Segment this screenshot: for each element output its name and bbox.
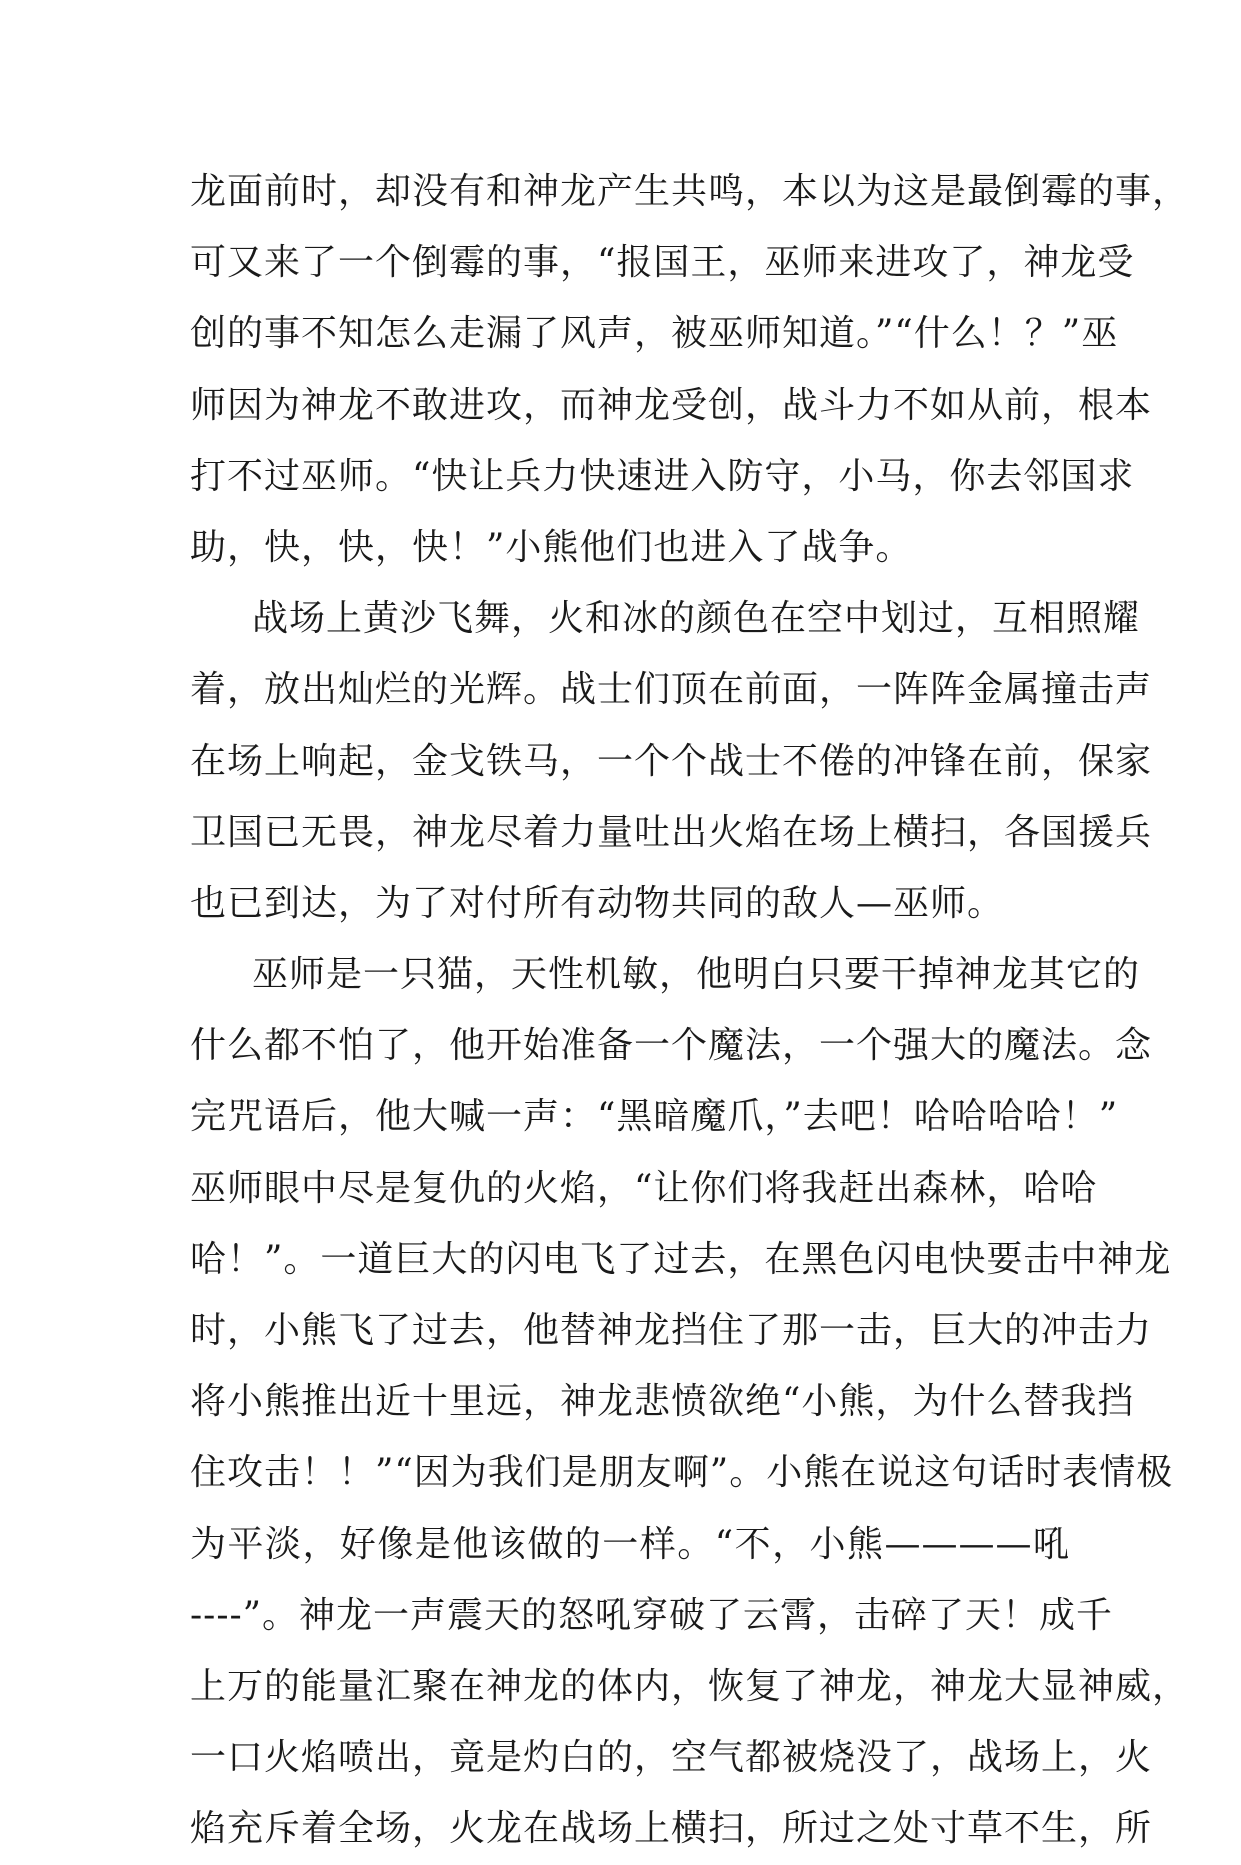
text-line: 完咒语后，他大喊一声：“黑暗魔爪，”去吧！哈哈哈哈！”	[190, 1096, 1119, 1138]
paragraph-first-line: 巫师是一只猫，天性机敏，他明白只要干掉神龙其它的	[252, 954, 1141, 996]
paragraph-first-line: 战场上黄沙飞舞，火和冰的颜色在空中划过，互相照耀	[252, 598, 1141, 640]
text-line: 助，快，快，快！”小熊他们也进入了战争。	[190, 526, 913, 568]
text-line: 师因为神龙不敢进攻，而神龙受创，战斗力不如从前，根本	[190, 384, 1153, 426]
story-text	[190, 156, 1190, 1865]
text-line: 着，放出灿烂的光辉。战士们顶在前面，一阵阵金属撞击声	[190, 669, 1153, 711]
text-line: 巫师眼中尽是复仇的火焰，“让你们将我赶出森林，哈哈	[190, 1167, 1098, 1209]
text-line: ----”。神龙一声震天的怒吼穿破了云霄，击碎了天！成千	[190, 1594, 1114, 1636]
text-line: 一口火焰喷出，竟是灼白的，空气都被烧没了，战场上，火	[190, 1737, 1153, 1779]
text-line: 创的事不知怎么走漏了风声，被巫师知道。”“什么！？”巫	[190, 313, 1119, 355]
text-line: 可又来了一个倒霉的事，“报国王，巫师来进攻了，神龙受	[190, 242, 1135, 284]
text-line: 在场上响起，金戈铁马，一个个战士不倦的冲锋在前，保家	[190, 740, 1153, 782]
text-line: 打不过巫师。“快让兵力快速进入防守，小马，你去邻国求	[190, 455, 1135, 497]
text-line: 龙面前时，却没有和神龙产生共鸣，本以为这是最倒霉的事，	[190, 171, 1190, 212]
text-line: 焰充斥着全场，火龙在战场上横扫，所过之处寸草不生，所	[190, 1808, 1153, 1850]
text-line: 也已到达，为了对付所有动物共同的敌人—巫师。	[190, 882, 1005, 924]
text-line: 卫国已无畏，神龙尽着力量吐出火焰在场上横扫，各国援兵	[190, 811, 1153, 853]
text-line: 哈！”。一道巨大的闪电飞了过去，在黑色闪电快要击中神龙	[190, 1238, 1172, 1280]
text-line: 将小熊推出近十里远，神龙悲愤欲绝“小熊，为什么替我挡	[190, 1381, 1135, 1423]
text-line: 时，小熊飞了过去，他替神龙挡住了那一击，巨大的冲击力	[190, 1310, 1153, 1351]
text-line: 住攻击！！”“因为我们是朋友啊”。小熊在说这句话时表情极	[190, 1452, 1174, 1494]
text-line: 上万的能量汇聚在神龙的体内，恢复了神龙，神龙大显神威，	[190, 1665, 1190, 1707]
text-line: 什么都不怕了，他开始准备一个魔法，一个强大的魔法。念	[190, 1025, 1153, 1067]
text-line: 为平淡，好像是他该做的一样。“不，小熊————吼	[190, 1523, 1070, 1565]
